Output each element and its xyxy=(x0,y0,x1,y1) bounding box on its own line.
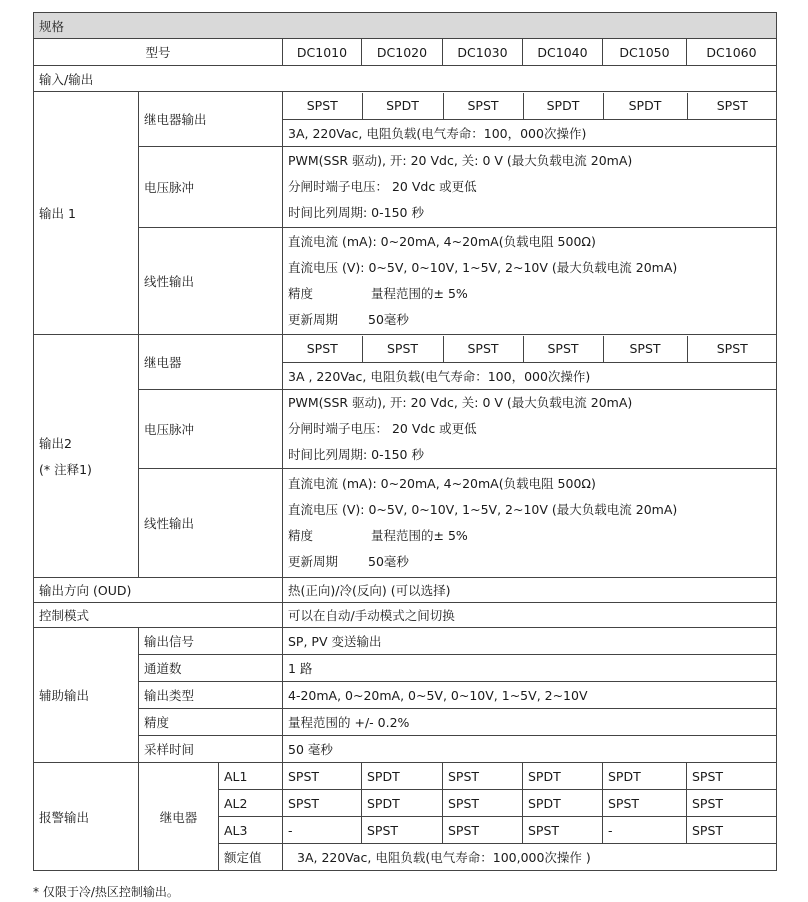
relay-rating: 3A, 220Vac, 电阻负载(电气寿命：100，000次操作) xyxy=(283,119,777,146)
relay-type: SPDT xyxy=(603,93,687,120)
output1-linear-details xyxy=(283,228,777,335)
update-line xyxy=(288,307,771,333)
aux-row-label: 输出类型 xyxy=(139,682,283,709)
output1-pulse-details xyxy=(283,147,777,228)
direction-value: 热(正向)/冷(反向) (可以选择) xyxy=(283,578,777,603)
update-label: 更新周期 xyxy=(288,312,339,327)
accuracy-label: 精度 xyxy=(288,286,314,301)
pulse-line: PWM(SSR 驱动), 开: 20 Vdc, 关: 0 V (最大负载电流 20mA) xyxy=(288,153,633,168)
pulse-line: 分闸时端子电压： 20 Vdc 或更低 xyxy=(288,421,477,436)
accuracy-value: 量程范围的± 5% xyxy=(371,528,468,543)
direction-label: 输出方向 (OUD) xyxy=(34,578,283,603)
alarm-row-label: AL3 xyxy=(219,817,283,844)
relay-type: SPST xyxy=(687,336,777,363)
alarm-row-label: AL1 xyxy=(219,763,283,790)
aux-row-label: 输出信号 xyxy=(139,628,283,655)
alarm-cell: SPDT xyxy=(523,790,603,817)
spec-sheet xyxy=(33,12,776,871)
alarm-cell: - xyxy=(283,817,362,844)
alarm-cell: SPST xyxy=(443,763,523,790)
alarm-rated-label: 额定值 xyxy=(219,844,283,871)
model-label: 型号 xyxy=(34,39,283,66)
alarm-cell: SPDT xyxy=(603,763,687,790)
model-cell: DC1010 xyxy=(283,39,362,66)
relay-type: SPST xyxy=(443,336,523,363)
alarm-row-label: AL2 xyxy=(219,790,283,817)
alarm-cell: - xyxy=(603,817,687,844)
aux-row-value: 量程范围的 +/- 0.2% xyxy=(283,709,777,736)
output1-label: 输出 1 xyxy=(34,92,139,335)
accuracy-line xyxy=(288,523,771,549)
relay-type: SPST xyxy=(443,93,523,120)
output2-note: (* 注释1) xyxy=(39,462,92,477)
output2-linear-details xyxy=(283,469,777,578)
linear-current: 直流电流 (mA): 0~20mA, 4~20mA(负载电阻 500Ω) xyxy=(288,476,596,491)
output2-linear-label: 线性输出 xyxy=(139,469,283,578)
update-line xyxy=(288,549,771,575)
output2-relay-label: 继电器 xyxy=(139,335,283,390)
aux-row-value: 1 路 xyxy=(283,655,777,682)
accuracy-label: 精度 xyxy=(288,528,314,543)
output2-relay-block xyxy=(283,335,777,390)
relay-type: SPDT xyxy=(362,93,443,120)
pulse-line: PWM(SSR 驱动), 开: 20 Vdc, 关: 0 V (最大负载电流 20mA) xyxy=(288,395,633,410)
aux-row-value: 50 毫秒 xyxy=(283,736,777,763)
output2-pulse-label: 电压脉冲 xyxy=(139,390,283,469)
aux-row-value: 4-20mA, 0~20mA, 0~5V, 0~10V, 1~5V, 2~10V xyxy=(283,682,777,709)
model-cell: DC1050 xyxy=(603,39,687,66)
output2-label: 输出2 xyxy=(39,436,72,451)
output2-label-cell xyxy=(34,335,139,578)
model-cell: DC1020 xyxy=(362,39,443,66)
output1-linear-label: 线性输出 xyxy=(139,228,283,335)
update-label: 更新周期 xyxy=(288,554,339,569)
aux-label: 辅助输出 xyxy=(34,628,139,763)
output2-pulse-details xyxy=(283,390,777,469)
table-title: 规格 xyxy=(34,13,777,39)
relay-rating: 3A , 220Vac, 电阻负载(电气寿命：100，000次操作) xyxy=(283,362,777,389)
aux-row-value: SP, PV 变送输出 xyxy=(283,628,777,655)
aux-row-label: 精度 xyxy=(139,709,283,736)
alarm-cell: SPST xyxy=(603,790,687,817)
alarm-cell: SPST xyxy=(283,763,362,790)
linear-current: 直流电流 (mA): 0~20mA, 4~20mA(负载电阻 500Ω) xyxy=(288,234,596,249)
alarm-cell: SPST xyxy=(687,817,777,844)
output1-relay-label: 继电器输出 xyxy=(139,92,283,147)
update-value: 50毫秒 xyxy=(368,312,409,327)
alarm-cell: SPDT xyxy=(523,763,603,790)
alarm-cell: SPST xyxy=(443,790,523,817)
update-value: 50毫秒 xyxy=(368,554,409,569)
accuracy-value: 量程范围的± 5% xyxy=(371,286,468,301)
alarm-cell: SPST xyxy=(283,790,362,817)
relay-type: SPDT xyxy=(523,93,603,120)
aux-row-label: 采样时间 xyxy=(139,736,283,763)
alarm-label: 报警输出 xyxy=(34,763,139,871)
model-cell: DC1030 xyxy=(443,39,523,66)
model-row xyxy=(34,39,777,66)
alarm-cell: SPST xyxy=(687,763,777,790)
alarm-cell: SPST xyxy=(443,817,523,844)
footnote: * 仅限于冷/热区控制输出。 xyxy=(33,885,179,899)
relay-type: SPST xyxy=(306,341,338,356)
relay-type: SPST xyxy=(603,336,687,363)
pulse-line: 时间比列周期: 0-150 秒 xyxy=(288,205,424,220)
output1-pulse-label: 电压脉冲 xyxy=(139,147,283,228)
io-section-title: 输入/输出 xyxy=(34,66,777,92)
output1-relay-block xyxy=(283,92,777,147)
pulse-line: 分闸时端子电压： 20 Vdc 或更低 xyxy=(288,179,477,194)
control-mode-value: 可以在自动/手动模式之间切换 xyxy=(283,603,777,628)
alarm-cell: SPST xyxy=(523,817,603,844)
control-mode-label: 控制模式 xyxy=(34,603,283,628)
aux-row-label: 通道数 xyxy=(139,655,283,682)
accuracy-line xyxy=(288,281,771,307)
spec-table xyxy=(33,12,777,871)
relay-type: SPST xyxy=(523,336,603,363)
alarm-cell: SPST xyxy=(687,790,777,817)
alarm-cell: SPDT xyxy=(362,790,443,817)
alarm-cell: SPDT xyxy=(362,763,443,790)
alarm-cell: SPST xyxy=(362,817,443,844)
model-cell: DC1060 xyxy=(687,39,777,66)
linear-voltage: 直流电压 (V): 0~5V, 0~10V, 1~5V, 2~10V (最大负载电流 20mA) xyxy=(288,260,678,275)
relay-type: SPST xyxy=(687,93,777,120)
relay-type: SPST xyxy=(362,336,443,363)
alarm-relay-label: 继电器 xyxy=(139,763,219,871)
relay-type: SPST xyxy=(306,98,338,113)
alarm-rated-value: 3A, 220Vac, 电阻负载(电气寿命：100,000次操作 ) xyxy=(283,844,777,871)
model-cell: DC1040 xyxy=(523,39,603,66)
linear-voltage: 直流电压 (V): 0~5V, 0~10V, 1~5V, 2~10V (最大负载电流 20mA) xyxy=(288,502,678,517)
pulse-line: 时间比列周期: 0-150 秒 xyxy=(288,447,424,462)
